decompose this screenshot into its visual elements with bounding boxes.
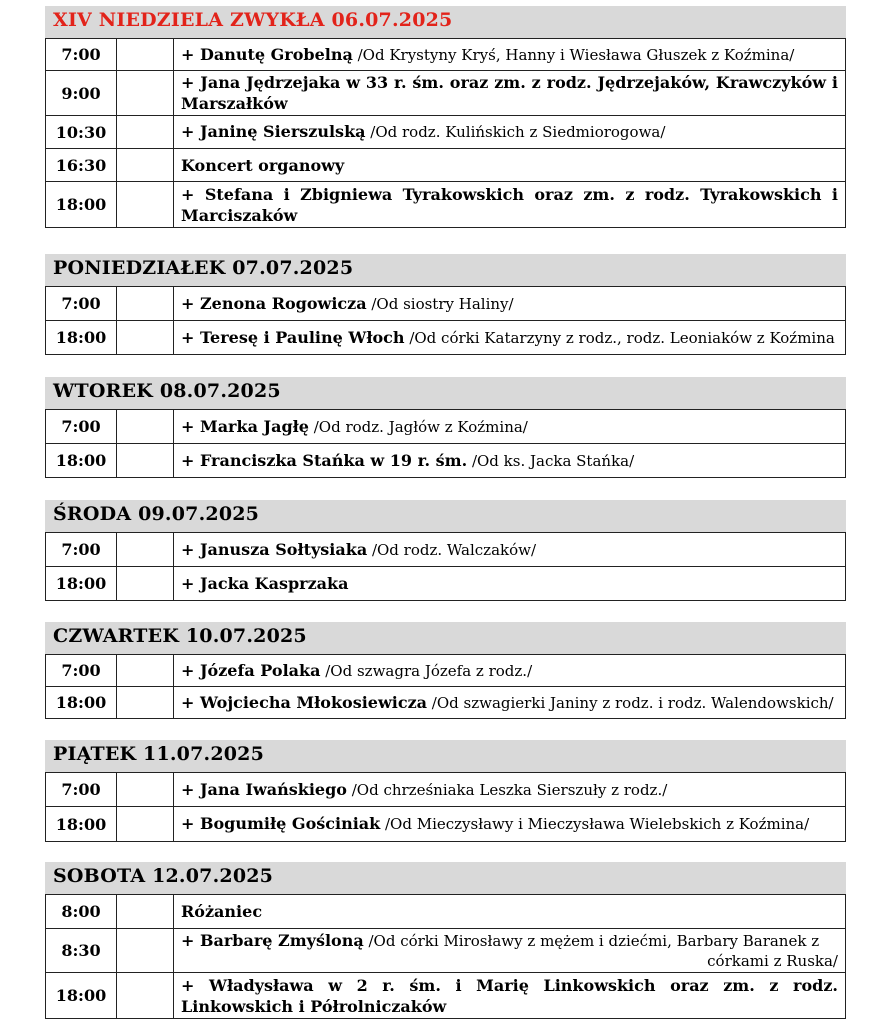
intention-name: Różaniec	[181, 902, 263, 921]
intention-note: /Od szwagierki Janiny z rodz. i rodz. Walendowskich/	[427, 693, 834, 712]
day-header	[45, 500, 846, 532]
intention-name: + Zenona Rogowicza	[181, 293, 367, 313]
table-row	[46, 321, 846, 355]
intention-name: + Janinę Sierszulską	[181, 122, 366, 141]
day-header-text: PONIEDZIAŁEK 07.07.2025	[53, 257, 354, 279]
mass-intention	[174, 287, 846, 321]
mass-intention	[174, 321, 846, 355]
day-header-text: WTOREK 08.07.2025	[53, 380, 281, 402]
mass-time: 8:30	[46, 929, 117, 973]
day-header	[45, 862, 846, 894]
mass-intention	[174, 410, 846, 444]
mass-intention	[174, 533, 846, 567]
day-header-text: XIV NIEDZIELA ZWYKŁA 06.07.2025	[53, 9, 453, 31]
intention-note: /Od córki Katarzyny z rodz., rodz. Leoniaków z Koźmina	[404, 328, 835, 347]
table-row	[46, 116, 846, 149]
table-row	[46, 444, 846, 478]
day-header	[45, 740, 846, 772]
mass-time: 7:00	[46, 39, 117, 71]
table-row	[46, 773, 846, 807]
mass-intention	[174, 182, 846, 228]
mass-intention	[174, 655, 846, 687]
mass-table	[45, 409, 846, 478]
mass-time: 7:00	[46, 410, 117, 444]
intention-note: /Od córki Mirosławy z mężem i dziećmi, Barbary Baranek z	[363, 931, 820, 950]
mass-time: 18:00	[46, 182, 117, 228]
intention-name: + Jacka Kasprzaka	[181, 574, 349, 593]
day-section-tuesday	[45, 377, 846, 478]
day-section-friday	[45, 740, 846, 842]
mass-intention	[174, 71, 846, 116]
table-row	[46, 410, 846, 444]
table-row	[46, 929, 846, 973]
intention-note: /Od rodz. Walczaków/	[367, 540, 537, 559]
mass-time: 8:00	[46, 895, 117, 929]
intention-name: + Władysława w 2 r. śm. i Marię Linkowskich oraz zm. z rodz. Linkowskich i Półrolniczaków	[181, 975, 838, 1016]
intention-name: Koncert organowy	[181, 155, 345, 175]
mass-time: 18:00	[46, 321, 117, 355]
intention-note: /Od Krystyny Kryś, Hanny i Wiesława Głuszek z Koźmina/	[352, 45, 795, 64]
mass-time: 18:00	[46, 687, 117, 719]
mass-time: 18:00	[46, 973, 117, 1019]
intention-note: /Od szwagra Józefa z rodz./	[320, 661, 533, 680]
table-row	[46, 39, 846, 71]
intention-note-continued: córkami z Ruska/	[707, 951, 838, 970]
table-row	[46, 895, 846, 929]
mass-time: 18:00	[46, 807, 117, 842]
mass-intention	[174, 149, 846, 182]
day-header-text: PIĄTEK 11.07.2025	[53, 743, 265, 765]
intention-note: /Od rodz. Jagłów z Koźmina/	[308, 417, 528, 436]
intention-name: + Marka Jagłę	[181, 416, 309, 436]
mass-time: 7:00	[46, 533, 117, 567]
table-row	[46, 973, 846, 1019]
table-row	[46, 149, 846, 182]
intention-note: /Od ks. Jacka Stańka/	[467, 451, 635, 470]
intention-name: + Danutę Grobelną	[181, 44, 353, 64]
mass-time: 18:00	[46, 567, 117, 601]
mass-table	[45, 532, 846, 601]
intention-name: + Teresę i Paulinę Włoch	[181, 327, 405, 347]
table-row	[46, 182, 846, 228]
table-row	[46, 71, 846, 116]
intention-name: + Jana Iwańskiego	[181, 779, 347, 799]
mass-intention	[174, 39, 846, 71]
intention-note: /Od chrześniaka Leszka Sierszuły z rodz./	[346, 780, 668, 799]
intention-note: /Od rodz. Kulińskich z Siedmiorogowa/	[365, 123, 666, 141]
day-header	[45, 254, 846, 286]
mass-intention	[174, 444, 846, 478]
mass-intention	[174, 973, 846, 1019]
mass-table	[45, 654, 846, 719]
mass-intention	[174, 116, 846, 149]
day-header-text: ŚRODA 09.07.2025	[53, 503, 260, 525]
mass-table	[45, 38, 846, 228]
table-row	[46, 655, 846, 687]
mass-time: 7:00	[46, 287, 117, 321]
intention-note: /Od siostry Haliny/	[366, 294, 514, 313]
mass-time: 9:00	[46, 71, 117, 116]
intention-note: /Od Mieczysławy i Mieczysława Wielebskich z Koźmina/	[380, 815, 810, 833]
mass-table	[45, 286, 846, 355]
day-header	[45, 622, 846, 654]
mass-time: 18:00	[46, 444, 117, 478]
mass-intention	[174, 929, 846, 973]
mass-intention	[174, 687, 846, 719]
day-section-saturday	[45, 862, 846, 1019]
mass-time: 7:00	[46, 655, 117, 687]
intention-name: + Janusza Sołtysiaka	[181, 539, 368, 559]
day-section-thursday	[45, 622, 846, 719]
intention-name: + Józefa Polaka	[181, 660, 321, 680]
intention-name: + Franciszka Stańka w 19 r. śm.	[181, 450, 468, 470]
mass-table	[45, 894, 846, 1019]
mass-intention	[174, 773, 846, 807]
day-header	[45, 377, 846, 409]
mass-time: 7:00	[46, 773, 117, 807]
intention-name: + Bogumiłę Gościniak	[181, 814, 381, 833]
table-row	[46, 287, 846, 321]
intention-name: + Stefana i Zbigniewa Tyrakowskich oraz zm. z rodz. Tyrakowskich i Marciszaków	[181, 184, 838, 225]
mass-intention	[174, 567, 846, 601]
day-section-wednesday	[45, 500, 846, 601]
table-row	[46, 807, 846, 842]
table-row	[46, 567, 846, 601]
day-header-text: CZWARTEK 10.07.2025	[53, 625, 307, 647]
day-section-sunday	[45, 6, 846, 228]
mass-intention	[174, 807, 846, 842]
mass-time: 10:30	[46, 116, 117, 149]
day-header	[45, 6, 846, 38]
mass-intention	[174, 895, 846, 929]
intention-name: + Jana Jędrzejaka w 33 r. śm. oraz zm. z rodz. Jędrzejaków, Krawczyków i Marszałków	[181, 73, 838, 113]
mass-time: 16:30	[46, 149, 117, 182]
table-row	[46, 687, 846, 719]
intention-name: + Barbarę Zmyśloną	[181, 930, 364, 950]
table-row	[46, 533, 846, 567]
intention-name: + Wojciecha Młokosiewicza	[181, 692, 428, 712]
mass-table	[45, 772, 846, 842]
day-header-text: SOBOTA 12.07.2025	[53, 865, 274, 887]
day-section-monday	[45, 254, 846, 355]
